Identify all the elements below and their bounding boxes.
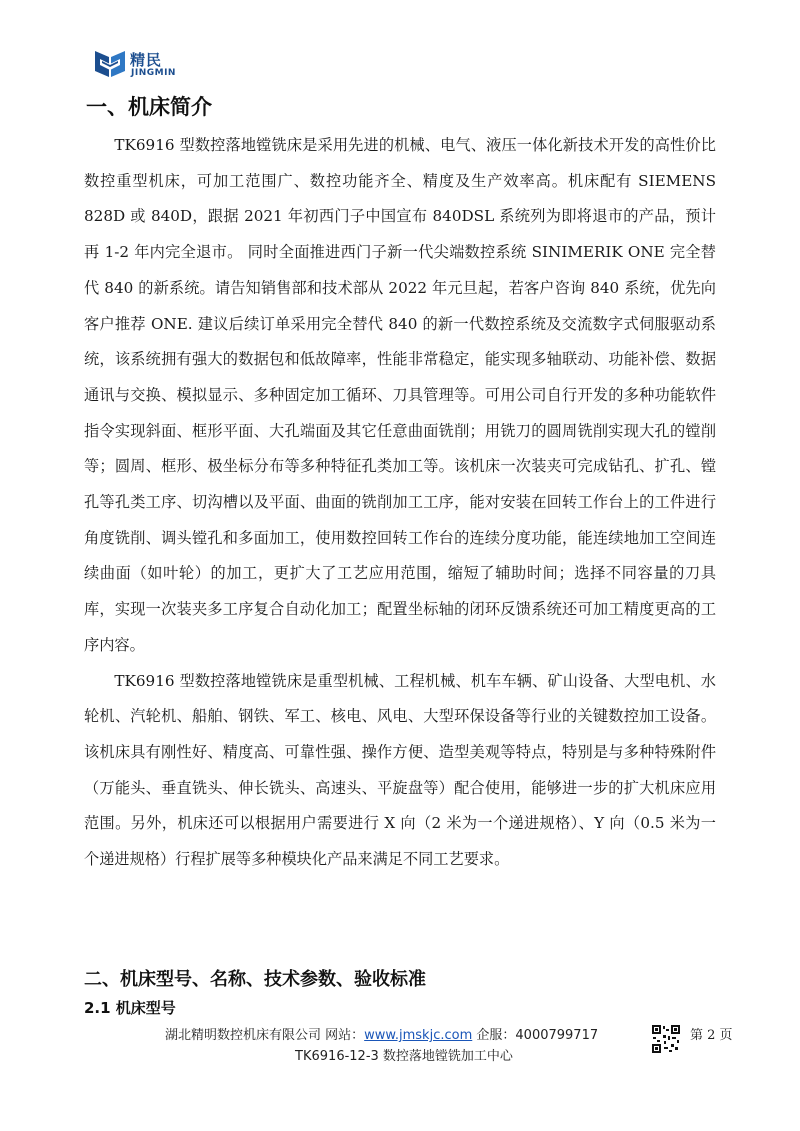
section-heading-intro: 一、机床简介 [86, 95, 212, 119]
company-logo [93, 47, 213, 81]
jingmin-logo-icon [93, 47, 127, 81]
page-number: 第 2 页 [690, 1028, 733, 1043]
footer-document-title: TK6916-12-3 数控落地镗铣加工中心 [295, 1049, 513, 1064]
intro-paragraph-1: TK6916 型数控落地镗铣床是采用先进的机械、电气、液压一体化新技术开发的高性价比数控重型机床，可加工范围广、数控功能齐全、精度及生产效率高。机床配有 SIEMENS 828D 或 840D，跟据 2021 年初西门子中国宣布 840DSL 系统列为即将退市的产品，预计再 1-2 年内完全退市。 同时全面推进西门子新一代尖端数控系统 SINIMERIK ONE 完全替代 840 的新系统。请告知销售部和技术部从 2022 年元旦起，若客户咨询 840 系统，优先向客户推荐 ONE. 建议后续订单采用完全替代 840 的新一代数控系统及交流数字式伺服驱动系统，该系统拥有强大的数据包和低故障率，性能非常稳定，能实现多轴联动、功能补偿、数据通讯与交换、模拟显示、多种固定加工循环、刀具管理等。可用公司自行开发的多种功能软件指令实现斜面、框形平面、大孔端面及其它任意曲面铣削；用铣刀的圆周铣削实现大孔的镗削等；圆周、框形、极坐标分布等多种特征孔类加工等。该机床一次装夹可完成钻孔、扩孔、镗孔等孔类工序、切沟槽以及平面、曲面的铣削加工工序，能对安装在回转工作台上的工件进行角度铣削、调头镗孔和多面加工，使用数控回转工作台的连续分度功能，能连续地加工空间连续曲面（如叶轮）的加工，更扩大了工艺应用范围，缩短了辅助时间；选择不同容量的刀具库，实现一次装夹多工序复合自动化加工；配置坐标轴的闭环反馈系统还可加工精度更高的工序内容。 [84, 136, 716, 654]
footer-phone: 4000799717 [515, 1028, 599, 1043]
intro-paragraph-2: TK6916 型数控落地镗铣床是重型机械、工程机械、机车车辆、矿山设备、大型电机、水轮机、汽轮机、船舶、钢铁、军工、核电、风电、大型环保设备等行业的关键数控加工设备。该机床具有刚性好、精度高、可靠性强、操作方便、造型美观等特点，特别是与多种特殊附件（万能头、垂直铣头、伸长铣头、高速头、平旋盘等）配合使用，能够进一步的扩大机床应用范围。另外，机床还可以根据用户需要进行 X 向（2 米为一个递进规格）、Y 向（0.5 米为一个递进规格）行程扩展等多种模块化产品来满足不同工艺要求。 [84, 671, 716, 869]
logo-text-en: JINGMIN [131, 68, 176, 78]
section-heading-model: 二、机床型号、名称、技术参数、验收标准 [84, 969, 426, 990]
footer-company: 湖北精明数控机床有限公司 [165, 1028, 322, 1043]
subsection-heading-model: 2.1 机床型号 [84, 999, 176, 1017]
footer-contact-line [165, 1026, 645, 1046]
footer-website-label: 网站： [325, 1028, 365, 1043]
footer-phone-label: 企服： [476, 1028, 516, 1043]
intro-body [84, 128, 716, 878]
logo-text-cn: 精民 [130, 51, 163, 69]
footer-website-link[interactable]: www.jmskjc.com [364, 1028, 473, 1043]
